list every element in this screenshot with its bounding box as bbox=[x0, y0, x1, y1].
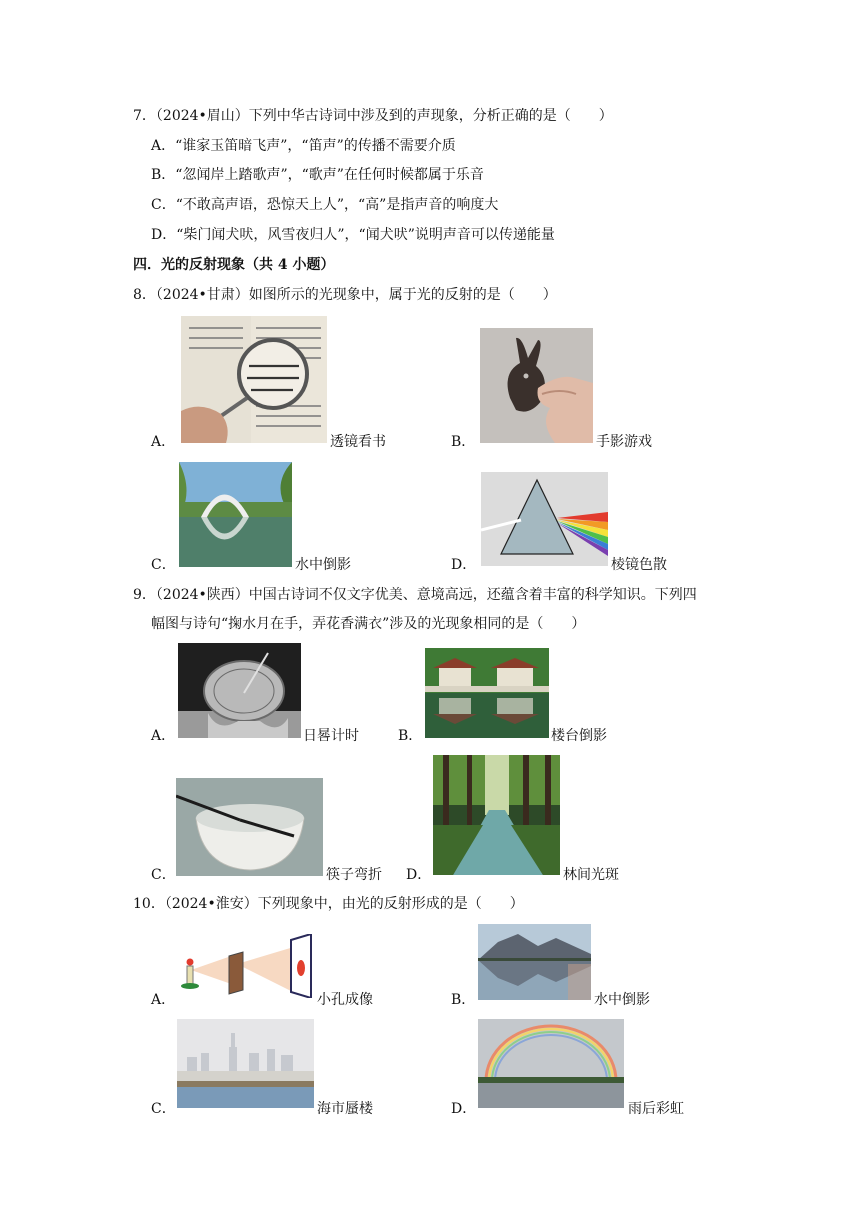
q9-option-b-letter: B． bbox=[398, 728, 423, 744]
q8-option-d-caption: 棱镜色散 bbox=[611, 557, 667, 573]
q10-option-d-caption: 雨后彩虹 bbox=[628, 1101, 684, 1117]
q9-option-a-letter: A． bbox=[151, 728, 176, 744]
q10-option-d-letter: D． bbox=[451, 1101, 477, 1117]
pavilion-reflection-image bbox=[425, 648, 549, 738]
q7-option-d: D．“柴门闻犬吠，风雪夜归人”，“闻犬吠”说明声音可以传递能量 bbox=[151, 227, 555, 243]
q9-option-a-caption: 日晷计时 bbox=[303, 728, 359, 744]
q10-stem: 10．（2024•淮安）下列现象中，由光的反射形成的是（ ） bbox=[133, 896, 524, 912]
q9-stem-line1: 9．（2024•陕西）中国古诗词不仅文字优美、意境高远，还蕴含着丰富的科学知识。下列四 bbox=[133, 587, 697, 603]
q8-option-b-caption: 手影游戏 bbox=[596, 434, 652, 450]
mountain-reflection-image bbox=[478, 924, 591, 1000]
q8-option-d-letter: D． bbox=[451, 557, 477, 573]
hand-shadow-image bbox=[480, 328, 593, 443]
q9-stem-line2: 幅图与诗句“掬水月在手，弄花香满衣”涉及的光现象相同的是（ ） bbox=[151, 616, 586, 632]
mirage-image bbox=[177, 1019, 314, 1108]
q10-option-a-letter: A． bbox=[151, 992, 176, 1008]
q9-option-c-caption: 筷子弯折 bbox=[326, 867, 382, 883]
q8-stem: 8．（2024•甘肃）如图所示的光现象中，属于光的反射的是（ ） bbox=[133, 287, 557, 303]
q10-option-c-caption: 海市蜃楼 bbox=[317, 1101, 373, 1117]
q9-option-c-letter: C． bbox=[151, 867, 176, 883]
q7-stem: 7．（2024•眉山）下列中华古诗词中涉及到的声现象，分析正确的是（ ） bbox=[133, 108, 613, 124]
bridge-reflection-image bbox=[179, 462, 292, 567]
q10-option-a-caption: 小孔成像 bbox=[317, 992, 373, 1008]
bent-chopstick-image bbox=[176, 778, 323, 876]
section-title: 四．光的反射现象（共 4 小题） bbox=[133, 257, 335, 273]
q8-option-a-letter: A． bbox=[151, 434, 176, 450]
q8-option-a-caption: 透镜看书 bbox=[330, 434, 386, 450]
q10-option-c-letter: C． bbox=[151, 1101, 176, 1117]
q7-option-b: B．“忽闻岸上踏歌声”，“歌声”在任何时候都属于乐音 bbox=[151, 167, 484, 183]
prism-dispersion-image bbox=[481, 472, 608, 566]
pinhole-image bbox=[177, 934, 314, 998]
q8-option-c-letter: C． bbox=[151, 557, 176, 573]
q10-option-b-caption: 水中倒影 bbox=[594, 992, 650, 1008]
q7-option-a: A．“谁家玉笛暗飞声”，“笛声”的传播不需要介质 bbox=[151, 138, 456, 154]
sundial-image bbox=[178, 643, 301, 738]
q8-option-c-caption: 水中倒影 bbox=[295, 557, 351, 573]
q9-option-d-letter: D． bbox=[406, 867, 432, 883]
q9-option-d-caption: 林间光斑 bbox=[563, 867, 619, 883]
q8-option-b-letter: B． bbox=[451, 434, 476, 450]
magnifier-book-image bbox=[181, 316, 327, 443]
q10-option-b-letter: B． bbox=[451, 992, 476, 1008]
q7-option-c: C．“不敢高声语，恐惊天上人”，“高”是指声音的响度大 bbox=[151, 197, 499, 213]
q9-option-b-caption: 楼台倒影 bbox=[551, 728, 607, 744]
forest-light-image bbox=[433, 755, 560, 875]
rainbow-image bbox=[478, 1019, 624, 1108]
